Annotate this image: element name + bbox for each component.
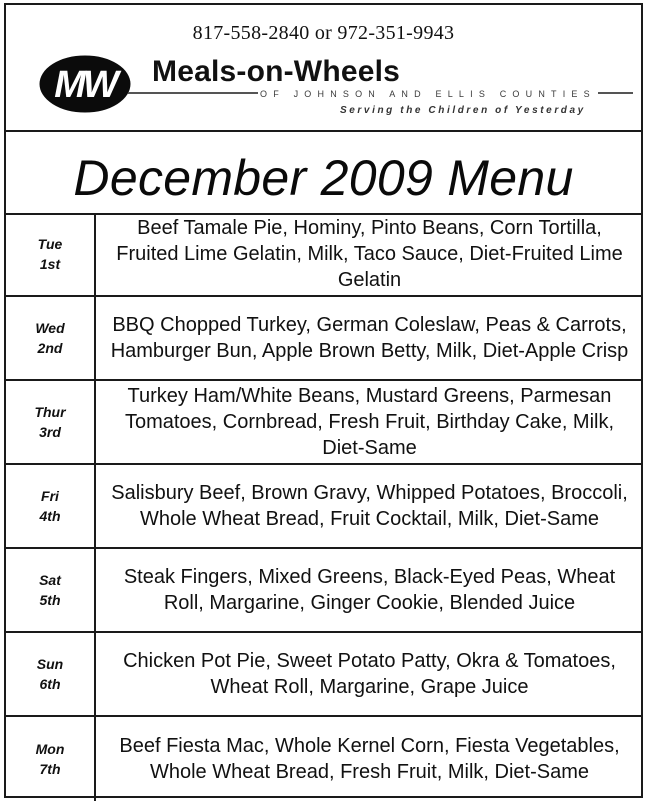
day-weekday: Tue	[37, 236, 63, 252]
day-date: 3rd	[39, 424, 61, 440]
day-date: 1st	[39, 256, 61, 272]
menu-row	[6, 549, 641, 633]
menu-items: Beef Fiesta Mac, Whole Kernel Corn, Fiesta Vegetables, Whole Wheat Bread, Fresh Fruit, Milk, Diet-Same	[119, 735, 620, 783]
menu-items: Chicken Pot Pie, Sweet Potato Patty, Okra & Tomatoes, Wheat Roll, Margarine, Grape Juice	[123, 650, 616, 698]
day-date: 2nd	[37, 340, 63, 356]
menu-items: Steak Fingers, Mixed Greens, Black-Eyed Peas, Wheat Roll, Margarine, Ginger Cookie, Blended Juice	[123, 566, 616, 614]
menu-items: Beef Tamale Pie, Hominy, Pinto Beans, Corn Tortilla, Fruited Lime Gelatin, Milk, Taco Sauce, Diet-Fruited Lime Gelatin	[116, 217, 623, 291]
day-cell	[6, 549, 96, 631]
menu-document	[4, 3, 643, 798]
menu-items: Turkey Ham/White Beans, Mustard Greens, Parmesan Tomatoes, Cornbread, Fresh Fruit, Birthday Cake, Milk, Diet-Same	[124, 385, 615, 459]
day-cell	[6, 297, 96, 379]
brand-name: Meals-on-Wheels	[152, 55, 401, 88]
menu-row	[6, 297, 641, 381]
menu-row	[6, 381, 641, 465]
day-weekday: Sun	[36, 656, 64, 672]
day-cell	[6, 213, 96, 295]
day-date: 5th	[39, 592, 61, 608]
menu-title: December 2009 Menu	[73, 150, 574, 206]
day-weekday: Fri	[41, 488, 59, 504]
day-date: 4th	[39, 508, 61, 524]
day-cell	[6, 465, 96, 547]
day-date: 7th	[39, 761, 61, 777]
day-cell	[6, 717, 96, 801]
menu-items: BBQ Chopped Turkey, German Coleslaw, Peas & Carrots, Hamburger Bun, Apple Brown Betty, Milk, Diet-Apple Crisp	[110, 314, 629, 362]
day-weekday: Thur	[34, 404, 66, 420]
menu-row	[6, 465, 641, 549]
phone-numbers: 817-558-2840 or 972-351-9943	[192, 22, 455, 44]
menu-row	[6, 213, 641, 297]
brand-tagline: Serving the Children of Yesterday	[340, 105, 586, 116]
menu-items: Salisbury Beef, Brown Gravy, Whipped Potatoes, Broccoli, Whole Wheat Bread, Fruit Cocktail, Milk, Diet-Same	[111, 482, 628, 530]
logo-initials: MW	[54, 64, 116, 106]
day-weekday: Mon	[35, 741, 65, 757]
header	[6, 5, 641, 132]
day-weekday: Sat	[39, 572, 61, 588]
menu-row	[6, 717, 641, 801]
title-band	[6, 130, 641, 215]
day-cell	[6, 633, 96, 715]
meals-on-wheels-logo	[38, 53, 135, 115]
day-cell	[6, 381, 96, 463]
day-weekday: Wed	[35, 320, 65, 336]
menu-row	[6, 633, 641, 717]
day-date: 6th	[39, 676, 61, 692]
brand-counties: OF JOHNSON AND ELLIS COUNTIES	[260, 89, 596, 99]
